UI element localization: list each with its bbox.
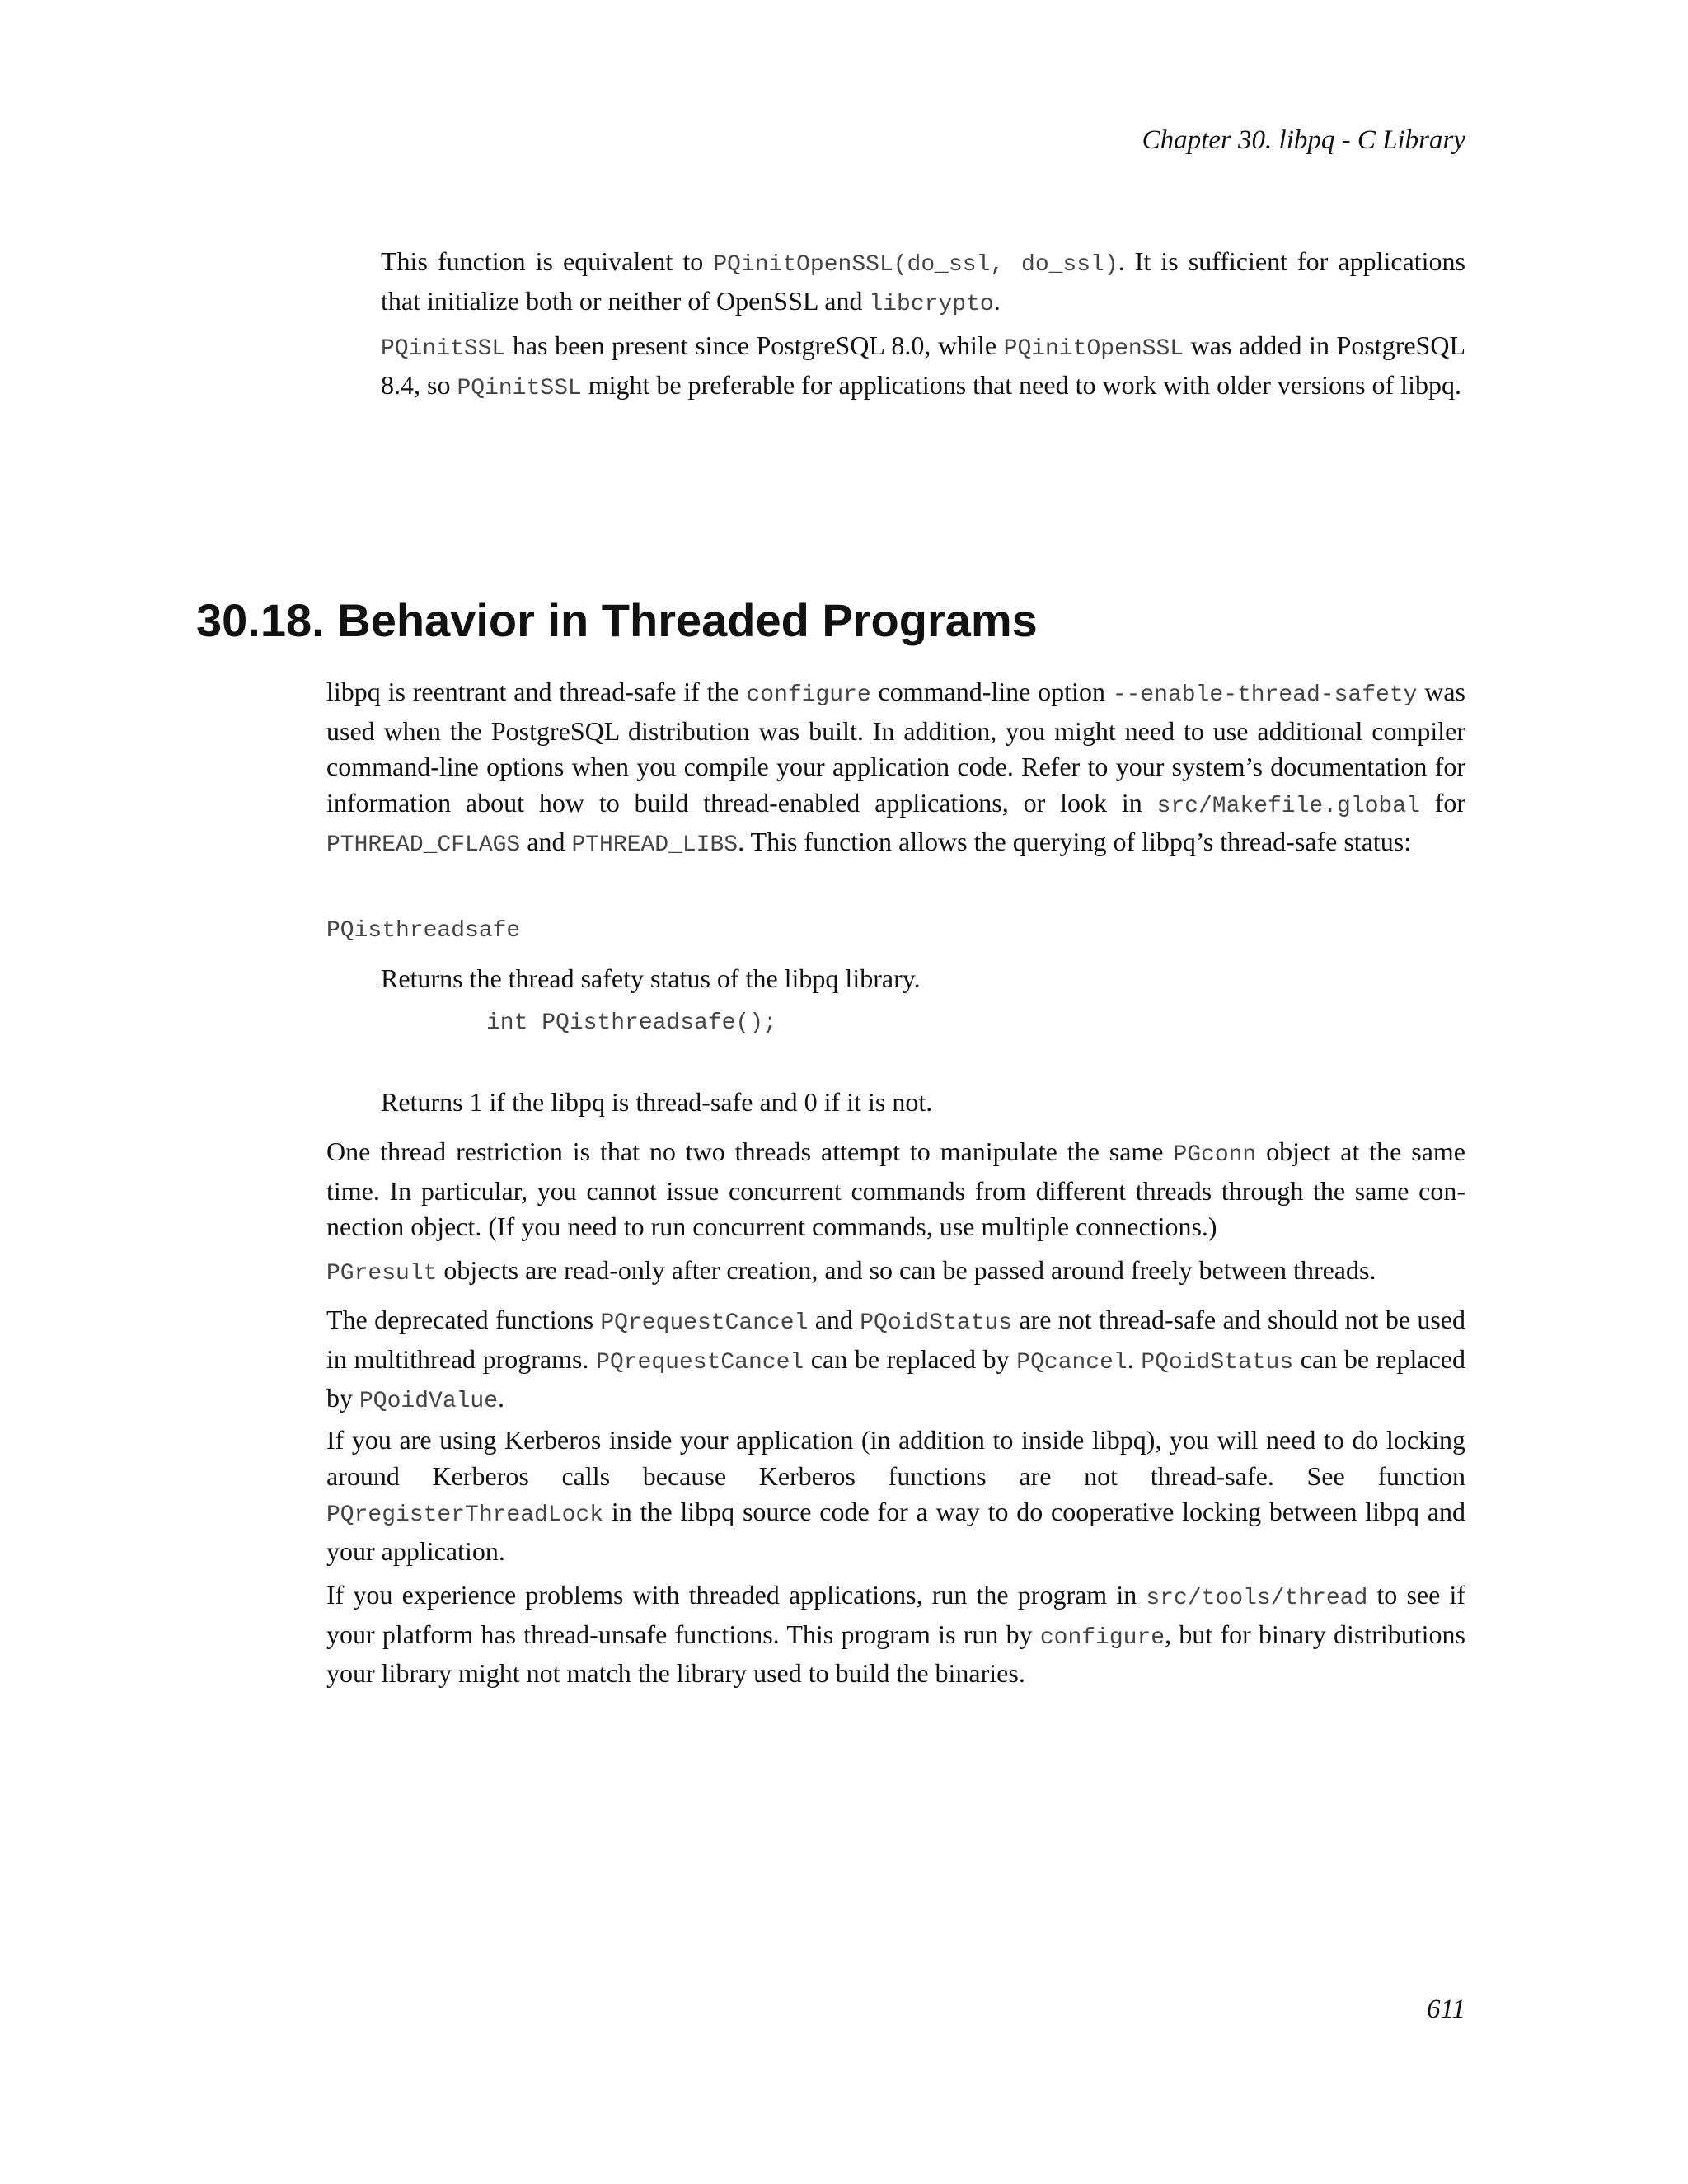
text-run: object at the same time. In particular, you cannot issue concurrent commands from different threads through the same connection object. (If you need to run concurrent commands, use multiple connections.) [326, 1137, 1466, 1241]
code-pqinitssl: PQinitSSL [457, 375, 582, 401]
text-run: was used when the PostgreSQL distribution was built. In addition, you might need to use additional compiler command-line options when you compile your application code. Refer to your system’s documentation for information about how to build thread-enabled applications, or look in [326, 677, 1466, 818]
text-run: and [520, 827, 572, 856]
text-run: was added in PostgreSQL 8.4, so [381, 330, 1466, 400]
text-run: . This function allows the querying of libpq’s thread-safe status: [738, 827, 1412, 856]
text-run: command-line option [870, 677, 1113, 706]
section-paragraph-1 [326, 674, 1465, 864]
code-pthread-libs: PTHREAD_LIBS [571, 832, 738, 858]
text-run: If you experience problems with threaded applications, run the program in [326, 1580, 1146, 1610]
code-pqoidstatus: PQoidStatus [1141, 1349, 1294, 1376]
code-pqregisterthreadlock: PQregisterThreadLock [326, 1502, 604, 1528]
text-run: might be preferable for applications that need to work with older versions of libpq. [581, 369, 1461, 400]
code-pgresult: PGresult [326, 1261, 438, 1286]
text-run: objects are read-only after creation, and so can be passed around freely between threads. [437, 1255, 1376, 1285]
code-tools-thread: src/tools/thread [1146, 1586, 1368, 1611]
text-run: This function is equivalent to [381, 246, 714, 276]
text-run: and [808, 1305, 860, 1334]
text-run: . It is sufficient for applications that initialize both or neither of OpenSSL and [381, 246, 1466, 316]
code-pqinitopenssl-call: PQinitOpenSSL(do_ssl, do_ssl) [713, 252, 1118, 278]
code-pqrequestcancel: PQrequestCancel [596, 1349, 804, 1376]
page-number: 611 [1426, 1994, 1465, 2024]
code-makefile-global: src/Makefile.global [1156, 793, 1420, 819]
text-run: are not thread-safe and should not be used in multithread programs. [326, 1305, 1466, 1374]
section-paragraph-3 [326, 1253, 1465, 1292]
section-paragraph-6 [326, 1577, 1465, 1692]
code-pgconn: PGconn [1173, 1142, 1257, 1168]
text-run: for [1419, 787, 1466, 818]
text-run: in the libpq source code for a way to do cooperative locking between libpq and your application. [326, 1497, 1465, 1566]
text-run: If you are using Kerberos inside your application (in addition to inside libpq), you will need to do locking around Kerberos calls because Kerberos functions are not thread-safe. See function [326, 1425, 1465, 1491]
text-run: . [498, 1383, 505, 1413]
text-run: to see if your platform has thread-unsafe functions. This program is run by [326, 1580, 1466, 1649]
text-run: can be replaced by [804, 1343, 1017, 1374]
section-paragraph-2 [326, 1134, 1465, 1245]
code-configure: configure [1039, 1624, 1165, 1651]
section-paragraph-4 [326, 1302, 1465, 1420]
code-pqcancel: PQcancel [1016, 1349, 1128, 1376]
code-pqinitopenssl: PQinitOpenSSL [1003, 336, 1184, 362]
function-signature: int PQisthreadsafe(); [486, 1010, 777, 1036]
code-pthread-cflags: PTHREAD_CFLAGS [326, 832, 521, 858]
code-pqinitssl: PQinitSSL [381, 336, 506, 362]
text-run: The deprecated functions [326, 1305, 601, 1334]
intro-paragraph-2 [381, 328, 1465, 406]
intro-paragraph-1 [381, 244, 1465, 322]
code-pqoidstatus: PQoidStatus [860, 1310, 1013, 1336]
text-run: can be replaced by [326, 1343, 1466, 1413]
section-title: 30.18. Behavior in Threaded Programs [196, 594, 1038, 646]
function-returns: Returns 1 if the libpq is thread-safe and 0 if it is not. [381, 1087, 933, 1117]
text-run: has been present since PostgreSQL 8.0, while [505, 330, 1004, 360]
text-run: One thread restriction is that no two threads attempt to manipulate the same [326, 1137, 1174, 1166]
function-term: PQisthreadsafe [326, 918, 521, 944]
code-configure: configure [746, 682, 871, 708]
code-enable-thread-safety: --enable-thread-safety [1112, 682, 1418, 708]
section-paragraph-5 [326, 1422, 1465, 1569]
text-run: , but for binary distributions your library might not match the library used to build the binaries. [326, 1619, 1466, 1688]
running-header: Chapter 30. libpq - C Library [1142, 125, 1465, 155]
code-pqoidvalue: PQoidValue [359, 1389, 499, 1414]
text-run: . [993, 285, 1001, 316]
text-run: . [1127, 1343, 1142, 1374]
text-run: libpq is reentrant and thread-safe if the [326, 677, 747, 706]
code-libcrypto: libcrypto [869, 291, 994, 317]
function-description: Returns the thread safety status of the libpq library. [381, 963, 921, 993]
code-pqrequestcancel: PQrequestCancel [600, 1310, 809, 1336]
